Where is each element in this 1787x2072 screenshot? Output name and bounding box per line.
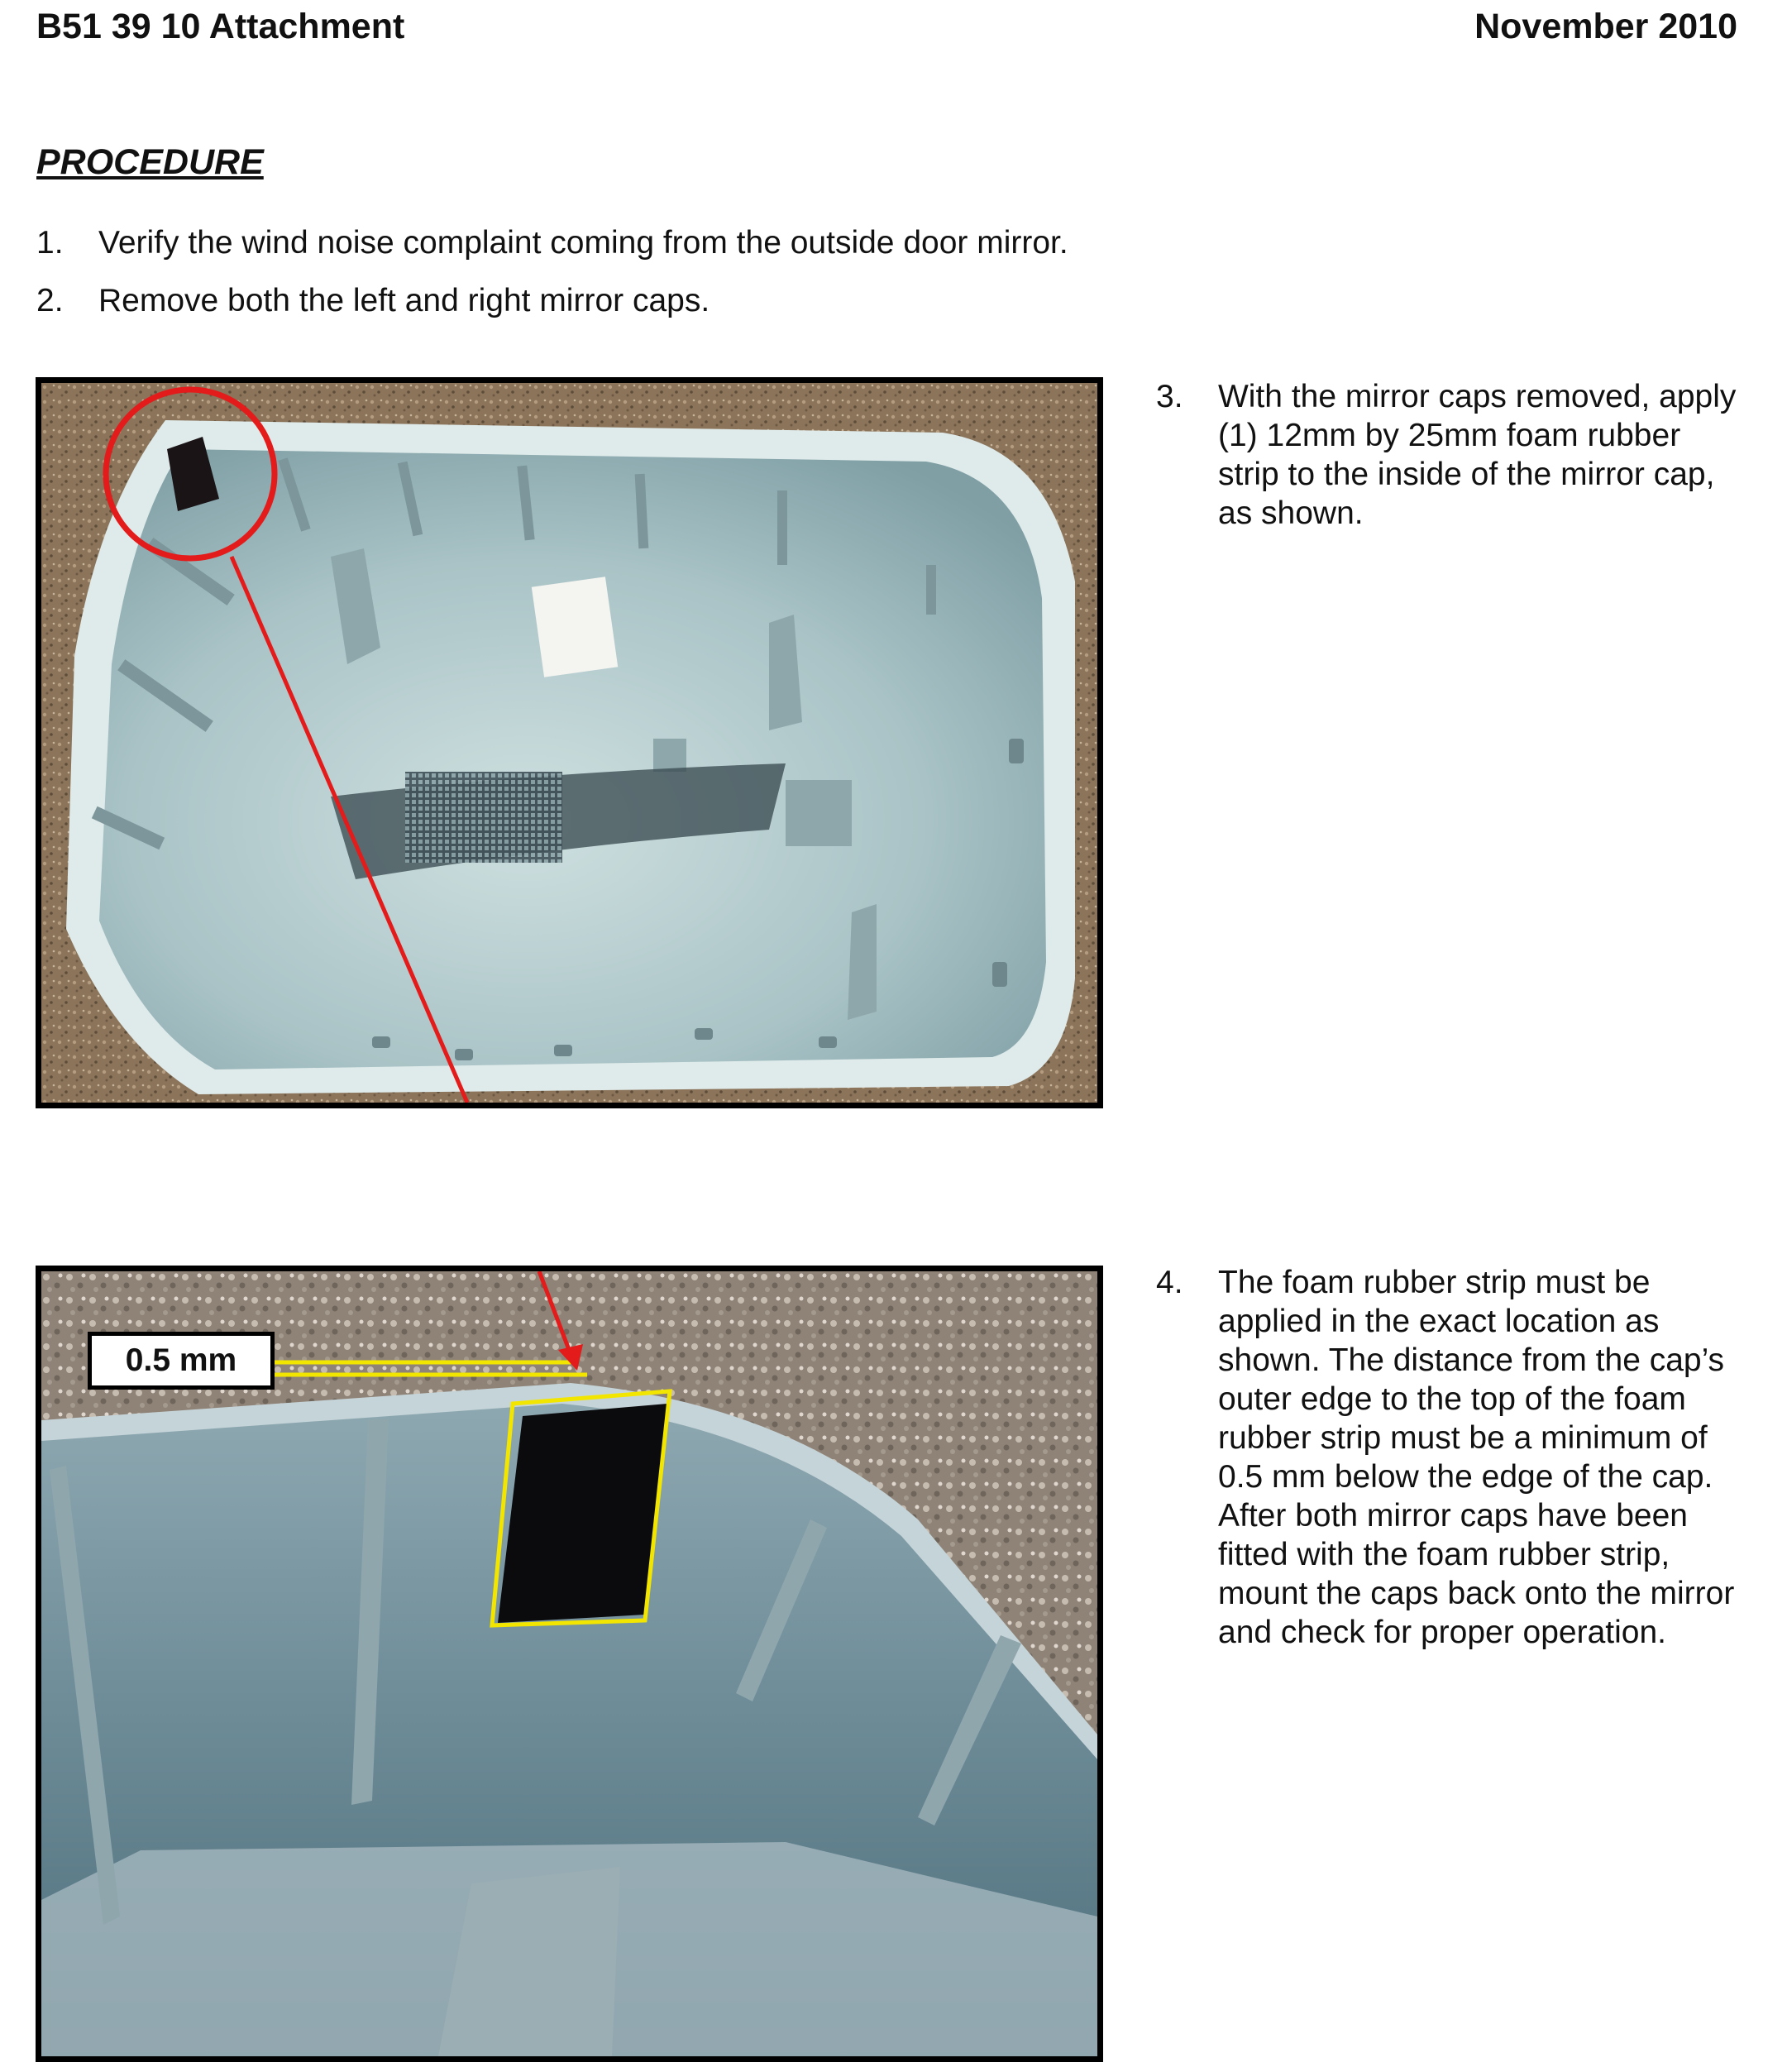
step-number: 2. — [36, 283, 64, 318]
step-number: 3. — [1156, 379, 1183, 414]
procedure-title: PROCEDURE — [36, 142, 264, 182]
step-text: Verify the wind noise complaint coming from the outside door mirror. — [98, 225, 1068, 261]
step-4 — [1156, 1263, 1751, 1726]
step-text: Remove both the left and right mirror caps. — [98, 283, 710, 318]
mirror-cap-illustration — [41, 383, 1097, 1103]
mirror-cap-photo-overview — [36, 377, 1103, 1108]
measurement-callout: 0.5 mm — [88, 1332, 275, 1390]
document-code: B51 39 10 Attachment — [36, 7, 405, 46]
step-text: The foam rubber strip must be applied in the exact location as shown. The distance from the cap’s outer edge to the top of the foam rubber strip must be a minimum of 0.5 mm below the edge of the cap. After both mirror caps have been fitted with the foam rubber strip, mount the caps back onto the mirror and check for proper operation. — [1218, 1265, 1735, 1650]
document-date: November 2010 — [1474, 7, 1737, 46]
step-text: With the mirror caps removed, apply (1) 12mm by 25mm foam rubber strip to the inside of the mirror cap, as shown. — [1218, 379, 1737, 531]
step-1 — [36, 223, 1359, 265]
step-3 — [1156, 377, 1751, 543]
step-number: 4. — [1156, 1265, 1183, 1300]
step-2 — [36, 281, 1359, 323]
step-number: 1. — [36, 225, 64, 261]
